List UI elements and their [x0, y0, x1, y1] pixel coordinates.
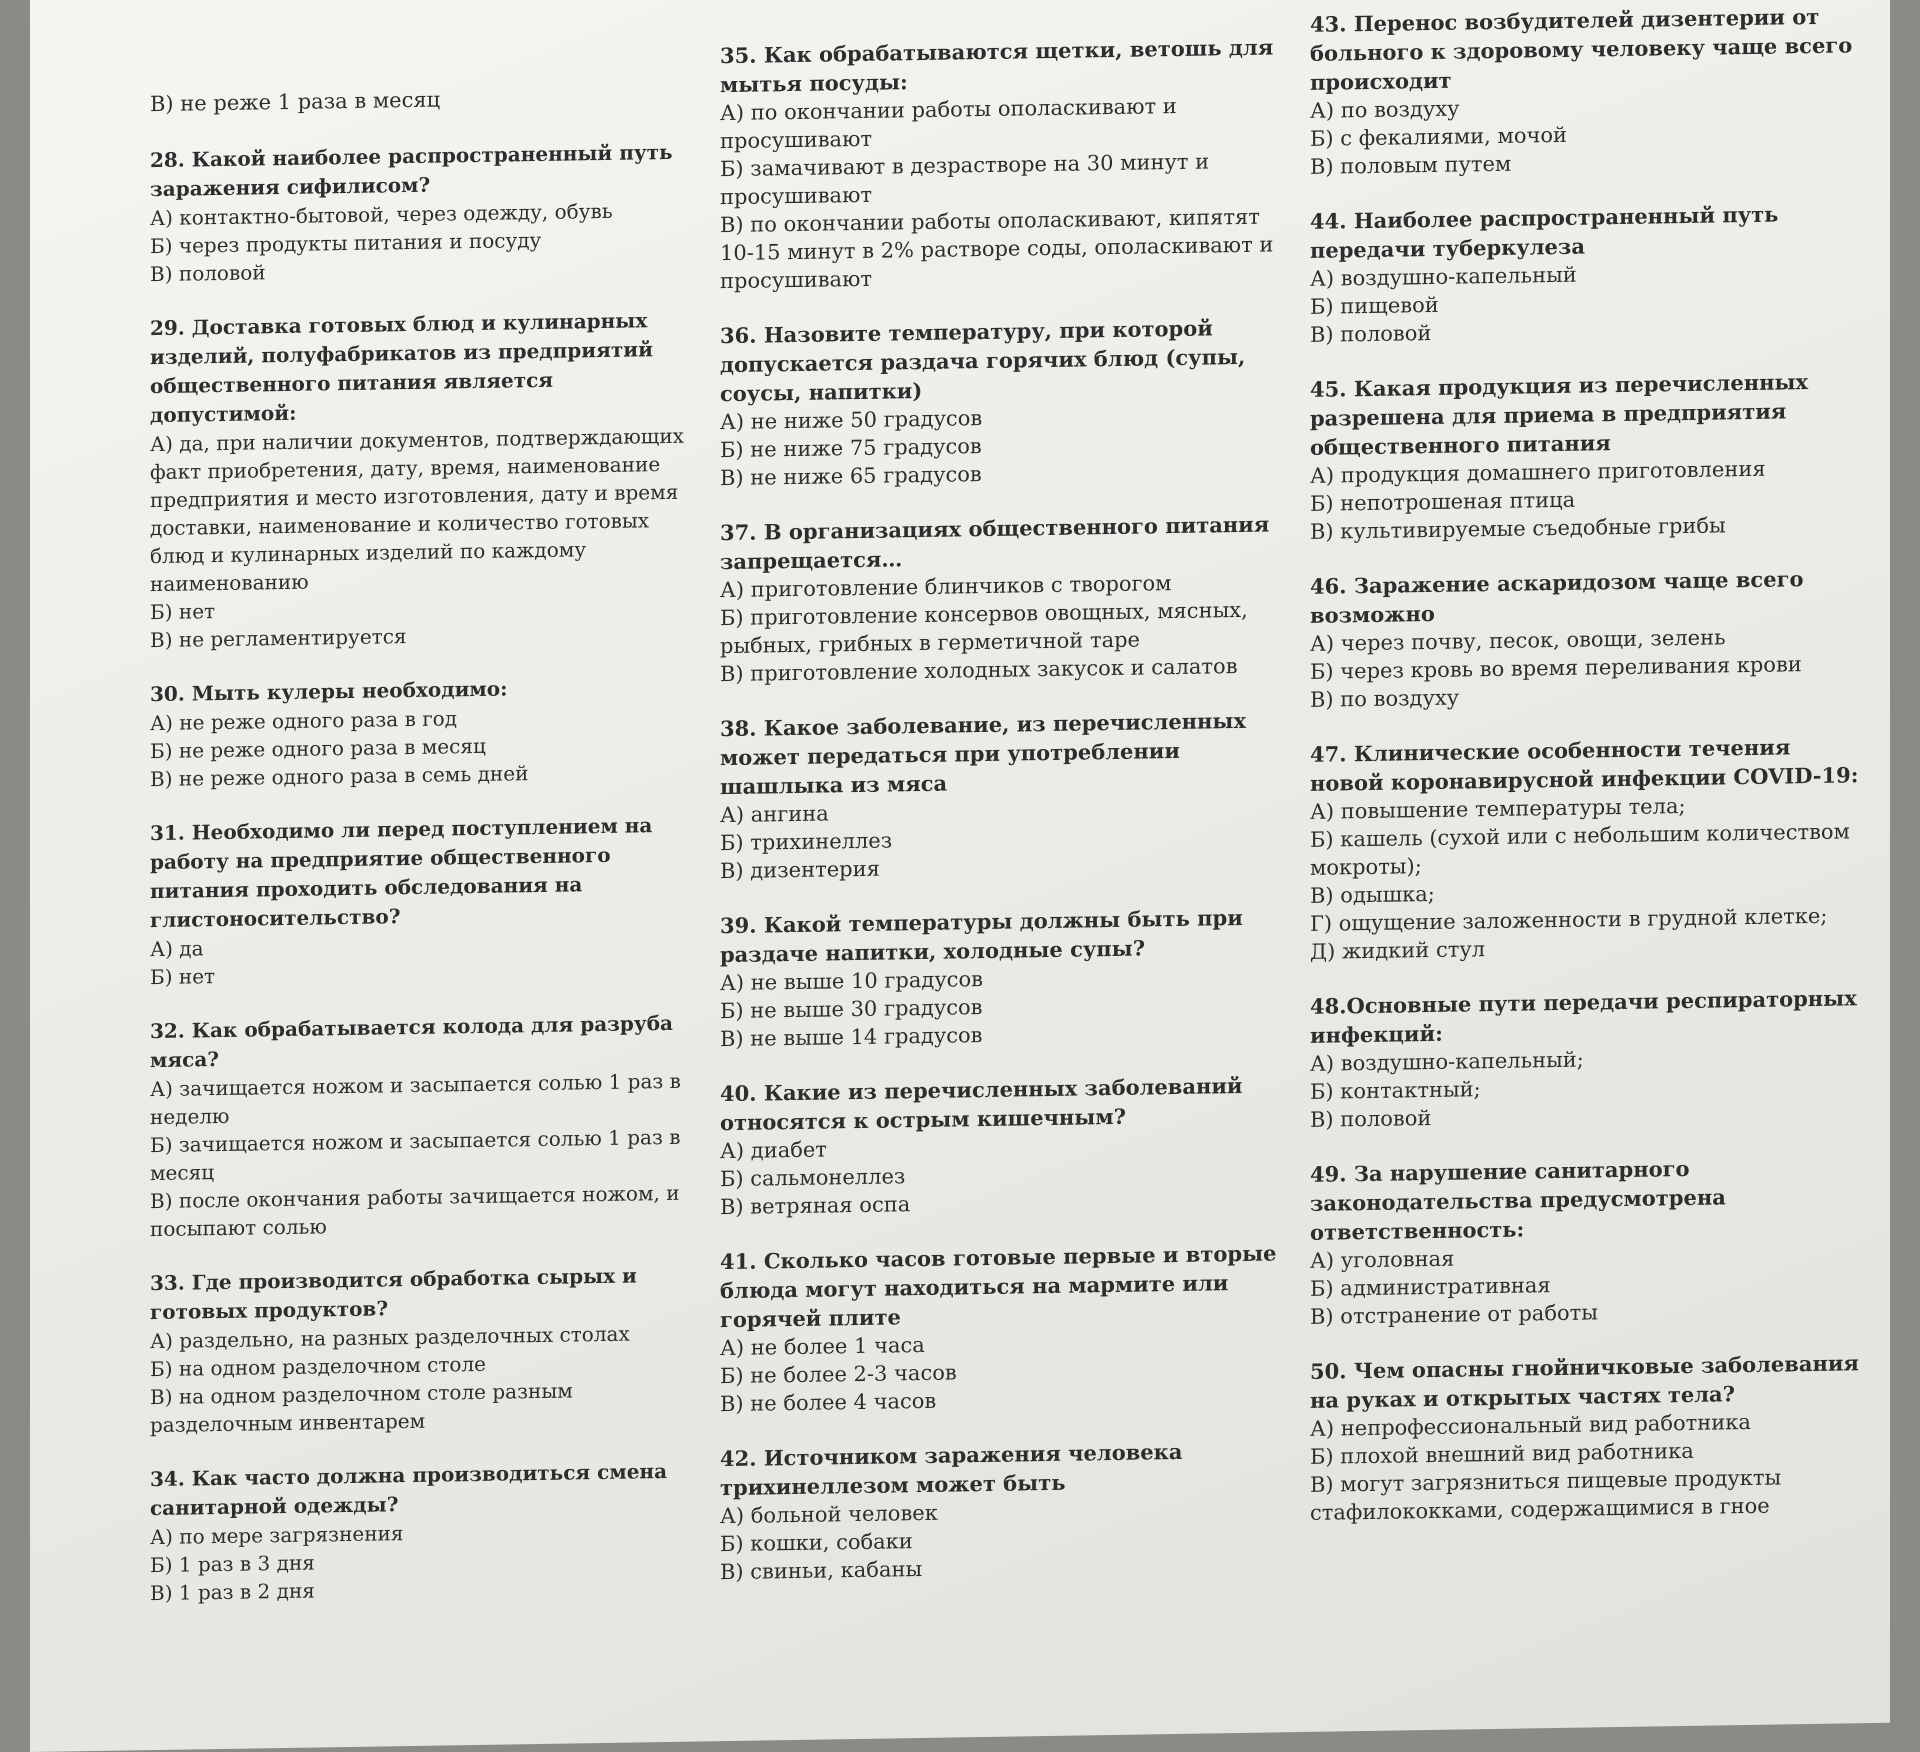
- answer-option: Б) контактный;: [1310, 1077, 1481, 1104]
- answer-option: А) да, при наличии документов, подтверждающих факт приобретения, дату, время, наименование предприятия и место изготовления, дату и время доставки, наименование и количество готовых блюд и кулинарных изделий по каждому наименованию: [150, 423, 684, 597]
- answer-option: В) дизентерия: [720, 856, 880, 884]
- answer-option: А) больной человек: [720, 1500, 938, 1529]
- answer-option: А) приготовление блинчиков с творогом: [720, 571, 1172, 603]
- question-title: 32. Как обрабатывается колода для разруба мяса?: [150, 1010, 674, 1073]
- answer-option: Б) сальмонеллез: [720, 1164, 906, 1192]
- question-block: [1310, 983, 1870, 1134]
- answer-option: А) зачищается ножом и засыпается солью 1 раз в неделю: [150, 1068, 681, 1130]
- question-title: 40. Какие из перечисленных заболеваний относятся к острым кишечным?: [720, 1072, 1243, 1136]
- answer-option: А) уголовная: [1310, 1246, 1455, 1273]
- answer-option: В) приготовление холодных закусок и салатов: [720, 654, 1238, 687]
- answer-option: Б) 1 раз в 3 дня: [150, 1550, 315, 1578]
- question-block: [720, 902, 1280, 1053]
- answer-option: В) не выше 14 градусов: [720, 1023, 983, 1052]
- question-block: [1310, 731, 1870, 966]
- question-title: 42. Источником заражения человека трихинеллезом может быть: [720, 1438, 1183, 1501]
- column-1: [150, 20, 690, 1633]
- answer-option: В) половой: [150, 260, 266, 287]
- answer-option: В) по окончании работы ополаскивают, кипятят 10-15 минут в 2% растворе соды, ополаскивают и просушивают: [720, 204, 1274, 294]
- question-block: [720, 312, 1280, 492]
- question-title: 31. Необходимо ли перед поступлением на работу на предприятие общественного питания проходить обследования на глистоносительство?: [150, 813, 653, 933]
- question-title: 36. Назовите температуру, при которой допускается раздача горячих блюд (супы, соусы, напитки): [720, 315, 1246, 407]
- question-title: 30. Мыть кулеры необходимо:: [150, 676, 508, 707]
- answer-option: А) ангина: [720, 801, 829, 828]
- answer-option: Б) нет: [150, 964, 216, 990]
- question-title: 45. Какая продукция из перечисленных разрешена для приема в предприятия общественного питания: [1310, 369, 1809, 460]
- question-block: [1310, 1151, 1870, 1331]
- answer-option: Б) не более 2-3 часов: [720, 1360, 957, 1389]
- carried-over-option: В) не реже 1 раза в месяц: [150, 87, 441, 117]
- answer-option: В) свиньи, кабаны: [720, 1556, 923, 1585]
- answer-option: А) воздушно-капельный;: [1310, 1047, 1584, 1076]
- question-block: [720, 509, 1280, 688]
- question-title: 47. Клинические особенности течения новой коронавирусной инфекции COVID-19:: [1310, 734, 1859, 796]
- answer-option: В) не реже одного раза в семь дней: [150, 761, 529, 792]
- answer-option: Б) с фекалиями, мочой: [1310, 122, 1568, 151]
- answer-option: А) повышение температуры тела;: [1310, 793, 1686, 824]
- answer-option: А) продукция домашнего приготовления: [1310, 456, 1766, 488]
- answer-option: Б) плохой внешний вид работника: [1310, 1438, 1694, 1469]
- answer-option: Б) замачивают в дезрастворе на 30 минут и просушивают: [720, 149, 1210, 210]
- answer-option: Г) ощущение заложенности в грудной клетке;: [1310, 903, 1828, 936]
- question-block: [150, 1457, 690, 1607]
- answer-option: А) да: [150, 936, 204, 962]
- question-title: 50. Чем опасны гнойничковые заболевания на руках и открытых частях тела?: [1310, 1350, 1859, 1413]
- question-title: 43. Перенос возбудителей дизентерии от больного к здоровому человеку чаще всего происходит: [1310, 3, 1853, 95]
- answer-option: Б) кашель (сухой или с небольшим количеством мокроты);: [1310, 819, 1850, 880]
- question-block: [720, 32, 1280, 295]
- answer-option: А) по воздуху: [1310, 96, 1460, 123]
- answer-option: А) непрофессиональный вид работника: [1310, 1409, 1751, 1441]
- answer-option: А) раздельно, на разных разделочных столах: [150, 1321, 630, 1354]
- question-block: [150, 306, 690, 654]
- answer-option: А) по мере загрязнения: [150, 1521, 404, 1550]
- question-block: [150, 1261, 690, 1439]
- answer-option: Б) через кровь во время переливания крови: [1310, 652, 1802, 684]
- question-title: 41. Сколько часов готовые первые и вторые блюда могут находиться на мармите или горячей плите: [720, 1240, 1277, 1333]
- question-block: [1310, 1348, 1870, 1527]
- answer-option: А) не реже одного раза в год: [150, 706, 458, 736]
- question-block: [150, 672, 690, 793]
- answer-option: А) не ниже 50 градусов: [720, 406, 983, 435]
- question-block: [150, 811, 690, 991]
- answer-option: В) половой: [1310, 1105, 1432, 1132]
- question-title: 38. Какое заболевание, из перечисленных может передаться при употреблении шашлыка из мяса: [720, 707, 1246, 800]
- question-title: 34. Как часто должна производиться смена санитарной одежды?: [150, 1458, 668, 1521]
- answer-option: Б) не реже одного раза в месяц: [150, 733, 486, 764]
- answer-option: Б) пищевой: [1310, 292, 1439, 319]
- question-block: [720, 1238, 1280, 1418]
- answer-option: В) не более 4 часов: [720, 1388, 937, 1417]
- answer-option: Б) зачищается ножом и засыпается солью 1 раз в месяц: [150, 1124, 681, 1186]
- answer-option: В) на одном разделочном столе разным разделочным инвентарем: [150, 1378, 573, 1438]
- answer-option: А) по окончании работы ополаскивают и просушивают: [720, 93, 1177, 154]
- answer-option: А) контактно-бытовой, через одежду, обувь: [150, 198, 613, 231]
- question-block: [1310, 198, 1870, 349]
- question-block: [720, 1070, 1280, 1221]
- question-title: 46. Заражение аскаридозом чаще всего возможно: [1310, 566, 1804, 628]
- answer-option: В) ветряная оспа: [720, 1192, 911, 1220]
- answer-option: Б) непотрошеная птица: [1310, 487, 1576, 516]
- answer-option: В) одышка;: [1310, 881, 1435, 908]
- answer-option: Б) не выше 30 градусов: [720, 995, 983, 1024]
- question-block: [720, 705, 1280, 885]
- answer-option: В) половой: [1310, 320, 1432, 347]
- answer-option: Б) трихинеллез: [720, 828, 893, 856]
- answer-option: Б) нет: [150, 599, 216, 625]
- answer-option: А) диабет: [720, 1137, 827, 1164]
- answer-option: Б) приготовление консервов овощных, мясных, рыбных, грибных в герметичной таре: [720, 597, 1248, 659]
- answer-option: Б) через продукты питания и посуду: [150, 227, 542, 259]
- answer-option: В) 1 раз в 2 дня: [150, 1578, 315, 1606]
- column-3: [1310, 1, 1870, 1553]
- question-title: 44. Наиболее распространенный путь передачи туберкулеза: [1310, 201, 1779, 263]
- answer-option: А) через почву, песок, овощи, зелень: [1310, 625, 1726, 656]
- answer-option: В) не ниже 65 градусов: [720, 462, 982, 491]
- answer-option: Б) на одном разделочном столе: [150, 1351, 486, 1382]
- question-block: [150, 1009, 690, 1243]
- column-2: [720, 10, 1280, 1612]
- answer-option: В) отстранение от работы: [1310, 1300, 1598, 1329]
- answer-option: В) не регламентируется: [150, 624, 407, 653]
- question-title: 39. Какой температуры должны быть при раздаче напитки, холодные супы?: [720, 904, 1243, 968]
- answer-option: Д) жидкий стул: [1310, 937, 1486, 964]
- answer-option: А) не более 1 часа: [720, 1332, 925, 1361]
- answer-option: В) могут загрязниться пищевые продукты стафилококками, содержащимися в гное: [1310, 1465, 1782, 1525]
- question-title: 29. Доставка готовых блюд и кулинарных изделий, полуфабрикатов из предприятий общественного питания является допустимой:: [150, 308, 653, 428]
- answer-option: В) культивируемые съедобные грибы: [1310, 513, 1726, 544]
- answer-option: В) половым путем: [1310, 151, 1512, 179]
- question-title: 33. Где производится обработка сырых и готовых продуктов?: [150, 1263, 637, 1325]
- answer-option: А) не выше 10 градусов: [720, 967, 983, 996]
- question-block: [1310, 1, 1870, 181]
- question-title: 37. В организациях общественного питания запрещается…: [720, 511, 1270, 575]
- question-title: 28. Какой наиболее распространенный путь заражения сифилисом?: [150, 139, 673, 202]
- answer-option: Б) административная: [1310, 1273, 1551, 1301]
- question-block: [720, 1435, 1280, 1586]
- answer-option: Б) кошки, собаки: [720, 1529, 913, 1557]
- question-block: [1310, 563, 1870, 714]
- test-sheet: [30, 0, 1890, 1752]
- answer-option: В) по воздуху: [1310, 685, 1460, 712]
- answer-option: В) после окончания работы зачищается ножом, и посыпают солью: [150, 1180, 680, 1242]
- question-block: [150, 138, 690, 288]
- answer-option: Б) не ниже 75 градусов: [720, 434, 982, 463]
- question-title: 35. Как обрабатываются щетки, ветошь для мытья посуды:: [720, 34, 1274, 98]
- question-title: 48.Основные пути передачи респираторных инфекций:: [1310, 985, 1857, 1048]
- question-title: 49. За нарушение санитарного законодательства предусмотрена ответственность:: [1310, 1155, 1726, 1245]
- answer-option: А) воздушно-капельный: [1310, 262, 1577, 291]
- question-block: [1310, 366, 1870, 546]
